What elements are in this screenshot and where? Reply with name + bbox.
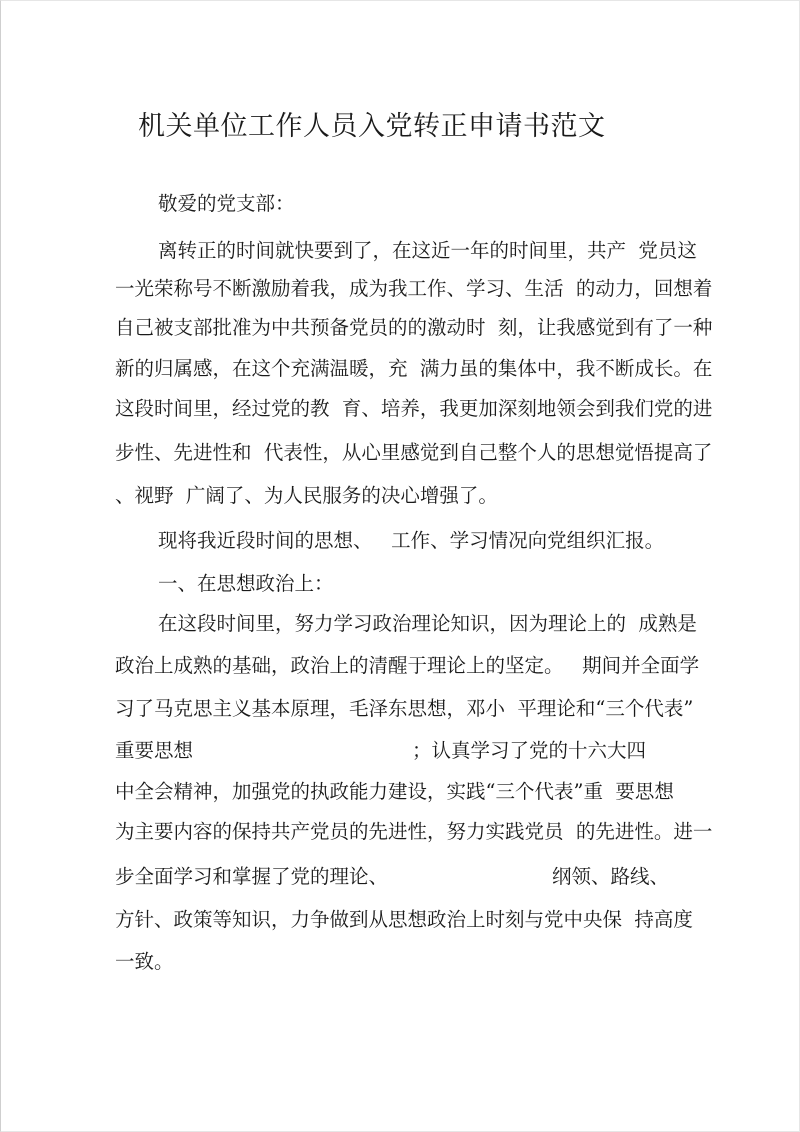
- paragraph-line: 步全面学习和掌握了党的理论、: [115, 865, 389, 888]
- paragraph-line: 在这段时间里，努力学习政治理论知识，因为理论上的 成熟是: [158, 612, 697, 635]
- paragraph-line: 中全会精神，加强党的执政能力建设，实践“三个代表”重 要思想: [115, 780, 674, 803]
- paragraph-line: 一致。: [115, 950, 174, 973]
- paragraph-line: 离转正的时间就快要到了，在这近一年的时间里，共产 党员这: [158, 239, 697, 262]
- paragraph-line: 纲领、路线、: [552, 865, 670, 888]
- paragraph-line: 这段时间里，经过党的教 育、培养，我更加深刻地领会到我们党的进: [115, 397, 713, 420]
- paragraph-line: 为主要内容的保持共产党员的先进性，努力实践党员 的先进性。进一: [115, 820, 713, 843]
- paragraph-line: 步性、先进性和 代表性，从心里感觉到自己整个人的思想觉悟提高了: [115, 441, 713, 464]
- paragraph-line: 现将我近段时间的思想、 工作、学习情况向党组织汇报。: [158, 529, 665, 552]
- paragraph-line: 政治上成熟的基础，政治上的清醒于理论上的坚定。 期间并全面学: [115, 654, 700, 677]
- paragraph-line: 一光荣称号不断激励着我，成为我工作、学习、生活 的动力，回想着: [115, 277, 713, 300]
- paragraph-line: 习了马克思主义基本原理，毛泽东思想，邓小 平理论和“三个代表”: [115, 697, 694, 720]
- paragraph-line: 新的归属感，在这个充满温暖，充 满力虽的集体中，我不断成长。在: [115, 357, 713, 380]
- section-heading: 一、在思想政治上：: [158, 572, 334, 595]
- paragraph-line: ；认真学习了党的十六大四: [412, 739, 647, 762]
- paragraph-line: 、视野 广阔了、为人民服务的决心增强了。: [115, 484, 498, 507]
- paragraph-line: 重要思想: [115, 739, 194, 762]
- document-title: 机关单位工作人员入党转正申请书范文: [138, 111, 606, 142]
- paragraph-line: 方针、政策等知识，力争做到从思想政治上时刻与党中央保 持高度: [115, 908, 693, 931]
- salutation: 敬爱的党支部：: [158, 192, 295, 215]
- paragraph-line: 自己被支部批准为中共预备党员的的激动时 刻，让我感觉到有了一种: [115, 316, 713, 339]
